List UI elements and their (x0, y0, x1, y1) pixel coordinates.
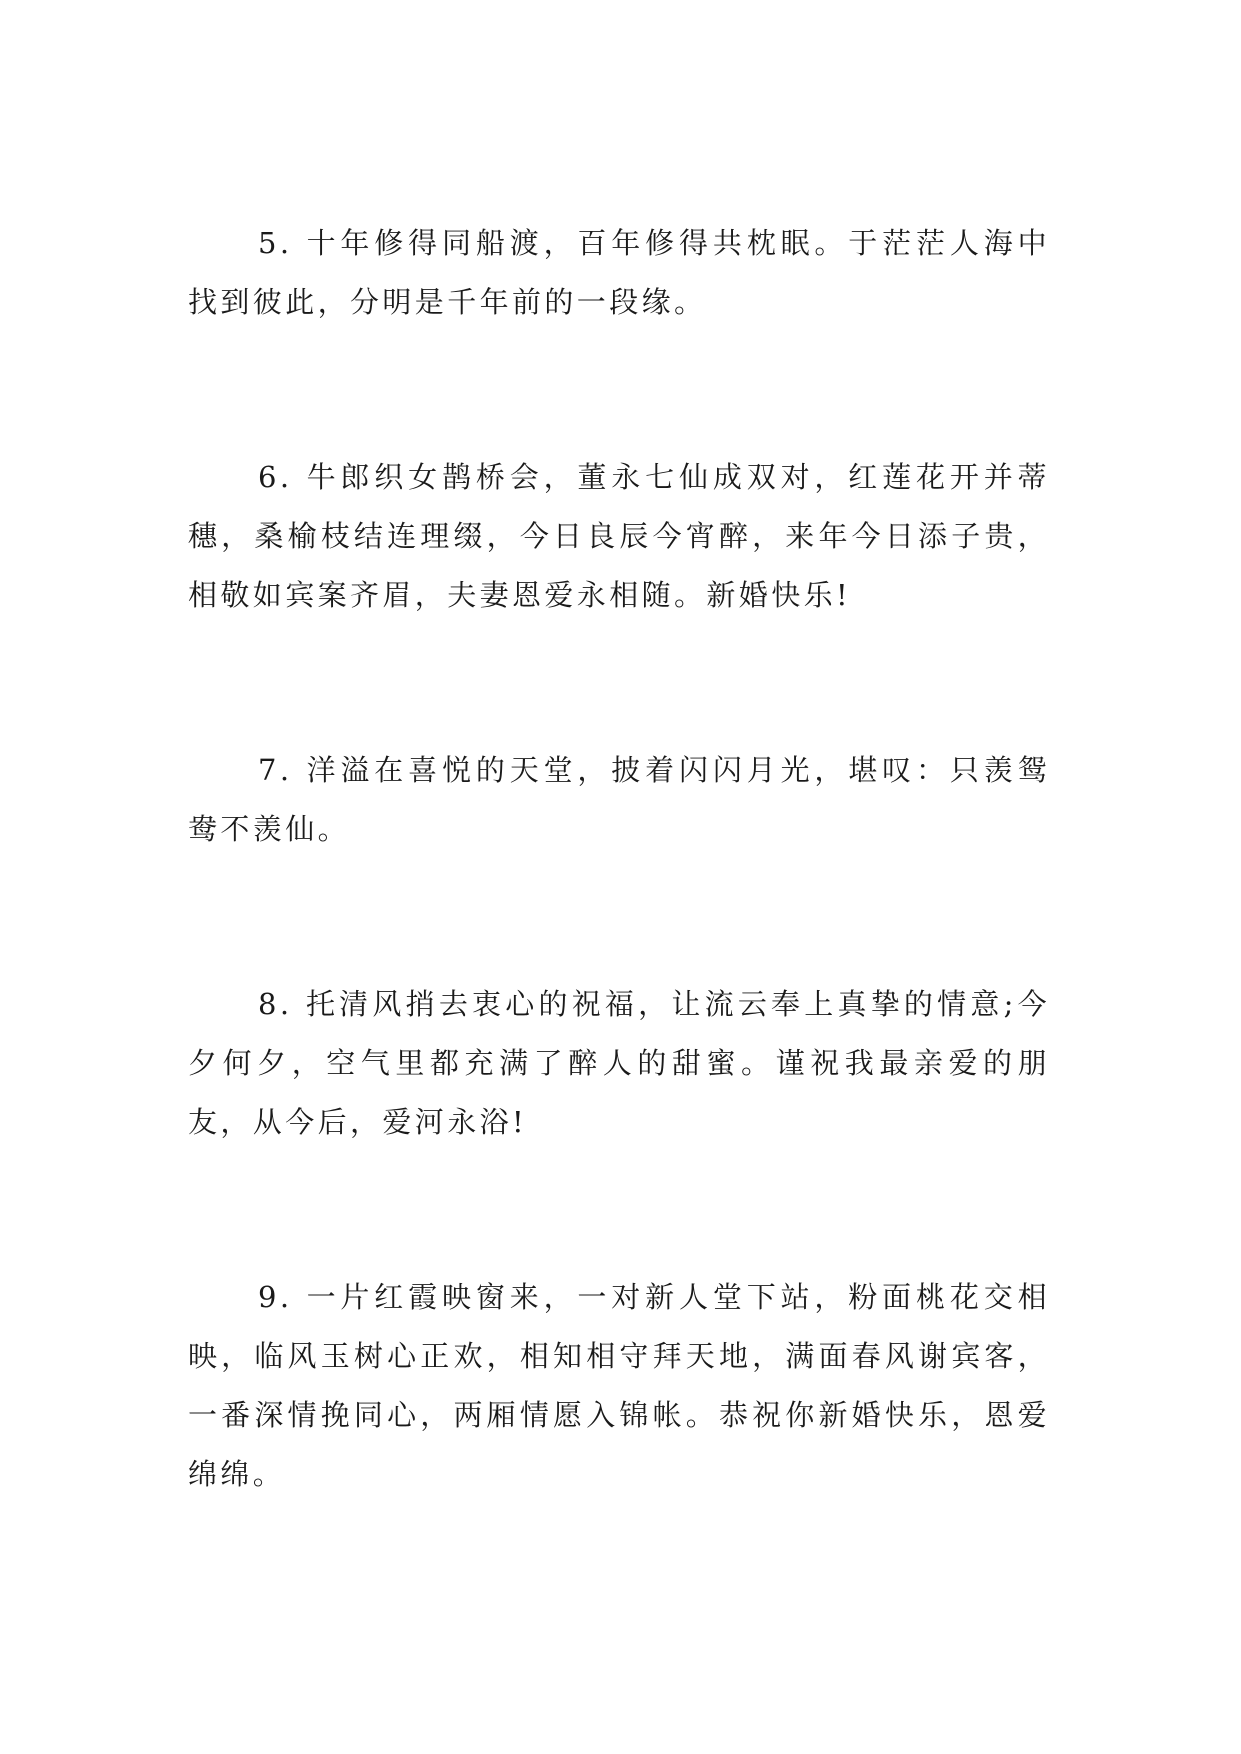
paragraph-8 (188, 975, 1050, 1152)
paragraph-text: 牛郎织女鹊桥会，董永七仙成双对，红莲花开并蒂穗，桑榆枝结连理缀，今日良辰今宵醉，来年今日添子贵，相敬如宾案齐眉，夫妻恩爱永相随。新婚快乐! (188, 460, 1050, 612)
paragraph-5 (188, 214, 1050, 332)
paragraph-text: 托清风捎去衷心的祝福，让流云奉上真挚的情意;今夕何夕，空气里都充满了醉人的甜蜜。谨祝我最亲爱的朋友，从今后，爱河永浴! (188, 987, 1050, 1139)
paragraph-number: 8. (258, 987, 293, 1021)
paragraph-text: 十年修得同船渡，百年修得共枕眠。于茫茫人海中找到彼此，分明是千年前的一段缘。 (188, 226, 1050, 319)
paragraph-number: 5. (258, 226, 293, 260)
paragraph-number: 9. (258, 1280, 293, 1314)
paragraph-text: 洋溢在喜悦的天堂，披着闪闪月光，堪叹：只羡鸳鸯不羡仙。 (188, 753, 1050, 846)
paragraph-number: 7. (258, 753, 293, 787)
paragraph-7 (188, 741, 1050, 859)
paragraph-text: 一片红霞映窗来，一对新人堂下站，粉面桃花交相映，临风玉树心正欢，相知相守拜天地，满面春风谢宾客，一番深情挽同心，两厢情愿入锦帐。恭祝你新婚快乐，恩爱绵绵。 (188, 1280, 1050, 1491)
paragraph-9 (188, 1268, 1050, 1504)
paragraph-6 (188, 448, 1050, 625)
paragraph-number: 6. (258, 460, 293, 494)
